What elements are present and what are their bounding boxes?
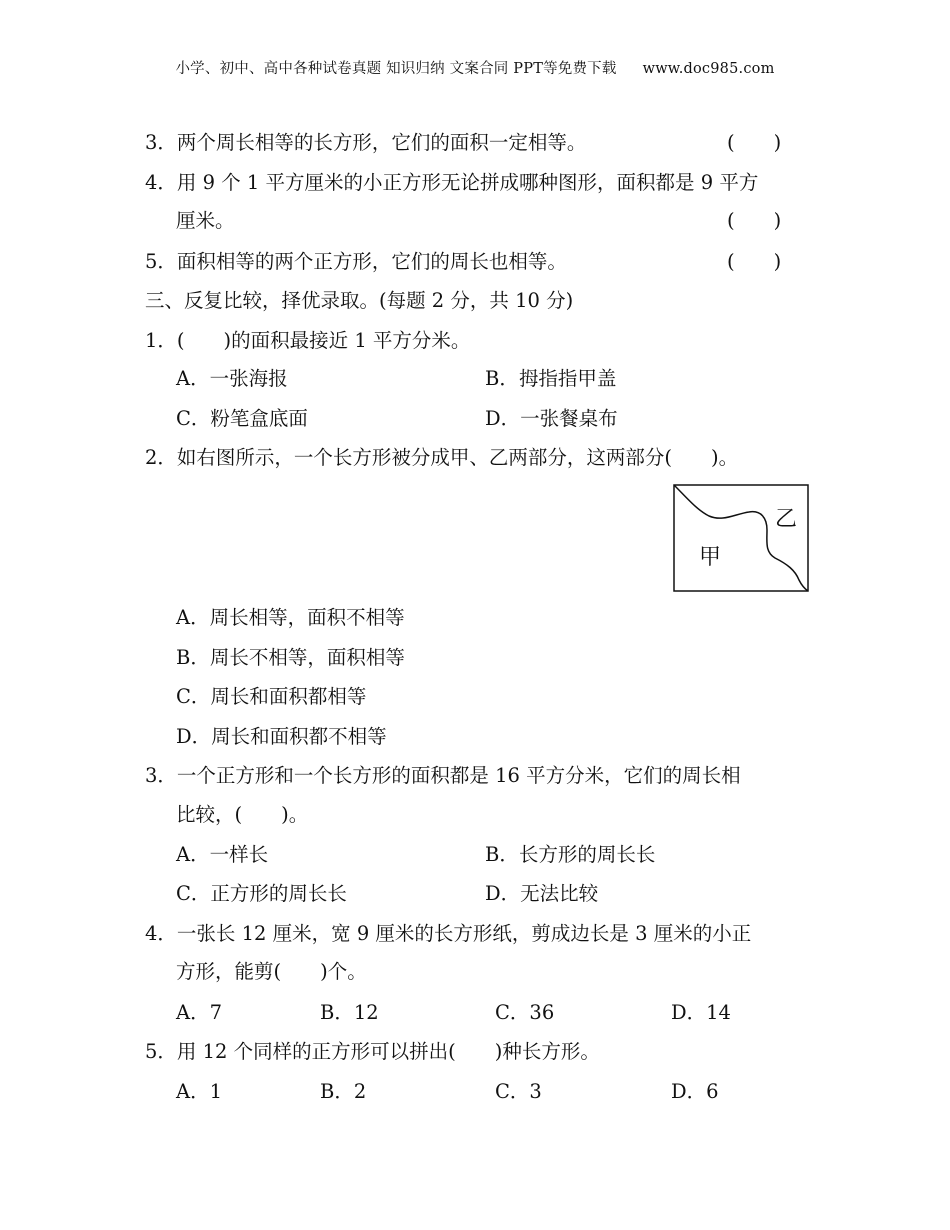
mc-q5-option-b[interactable]: B．2 <box>320 1080 367 1103</box>
judge-q4-answer-bracket[interactable]: ( ) <box>727 209 782 232</box>
rectangle-outline <box>674 485 808 591</box>
mc-q1-option-b[interactable]: B．拇指指甲盖 <box>485 367 617 390</box>
divided-rectangle-figure <box>673 484 809 592</box>
mc-q3-option-d[interactable]: D．无法比较 <box>485 882 599 905</box>
header-text: 小学、初中、高中各种试卷真题 知识归纳 文案合同 PPT等免费下载 <box>175 61 617 77</box>
judge-q5: 5．面积相等的两个正方形，它们的周长也相等。 <box>145 250 567 273</box>
dividing-curve <box>674 485 808 591</box>
mc-q1-option-a[interactable]: A．一张海报 <box>176 367 288 390</box>
judge-q4-line2: 厘米。 <box>176 209 235 232</box>
mc-q3-stem-line1: 3．一个正方形和一个长方形的面积都是 16 平方分米，它们的周长相 <box>145 764 741 787</box>
mc-q2-option-a[interactable]: A．周长相等，面积不相等 <box>176 606 405 629</box>
header-url[interactable]: www.doc985.com <box>642 61 775 77</box>
judge-q3-answer-bracket[interactable]: ( ) <box>727 131 782 154</box>
mc-q4-option-c[interactable]: C．36 <box>495 1001 555 1024</box>
mc-q2-option-c[interactable]: C．周长和面积都相等 <box>176 685 367 708</box>
mc-q3-option-b[interactable]: B．长方形的周长长 <box>485 843 656 866</box>
mc-q1-option-d[interactable]: D．一张餐桌布 <box>485 407 618 430</box>
mc-q5-option-a[interactable]: A．1 <box>176 1080 222 1103</box>
mc-q2-stem: 2．如右图所示，一个长方形被分成甲、乙两部分，这两部分( )。 <box>145 446 739 469</box>
section3-title: 三、反复比较，择优录取。(每题 2 分，共 10 分) <box>145 289 574 312</box>
mc-q4-option-d[interactable]: D．14 <box>671 1001 731 1024</box>
mc-q4-stem-line2: 方形，能剪( )个。 <box>176 960 367 983</box>
mc-q1-stem: 1．( )的面积最接近 1 平方分米。 <box>145 329 471 352</box>
judge-q3: 3．两个周长相等的长方形，它们的面积一定相等。 <box>145 131 587 154</box>
mc-q4-option-a[interactable]: A．7 <box>176 1001 222 1024</box>
mc-q1-option-c[interactable]: C．粉笔盒底面 <box>176 407 308 430</box>
judge-q4-line1: 4．用 9 个 1 平方厘米的小正方形无论拼成哪种图形，面积都是 9 平方 <box>145 171 759 194</box>
mc-q3-stem-line2: 比较，( )。 <box>176 803 309 826</box>
mc-q5-option-d[interactable]: D．6 <box>671 1080 719 1103</box>
mc-q5-stem: 5．用 12 个同样的正方形可以拼出( )种长方形。 <box>145 1040 600 1063</box>
region-label-yi: 乙 <box>775 507 798 532</box>
mc-q4-stem-line1: 4．一张长 12 厘米，宽 9 厘米的长方形纸，剪成边长是 3 厘米的小正 <box>145 922 752 945</box>
mc-q3-option-a[interactable]: A．一样长 <box>176 843 269 866</box>
mc-q3-option-c[interactable]: C．正方形的周长长 <box>176 882 347 905</box>
judge-q5-answer-bracket[interactable]: ( ) <box>727 250 782 273</box>
region-label-jia: 甲 <box>699 545 722 570</box>
mc-q2-option-b[interactable]: B．周长不相等，面积相等 <box>176 646 405 669</box>
mc-q4-option-b[interactable]: B．12 <box>320 1001 379 1024</box>
page-header <box>0 57 950 78</box>
mc-q5-option-c[interactable]: C．3 <box>495 1080 542 1103</box>
mc-q2-option-d[interactable]: D．周长和面积都不相等 <box>176 725 387 748</box>
